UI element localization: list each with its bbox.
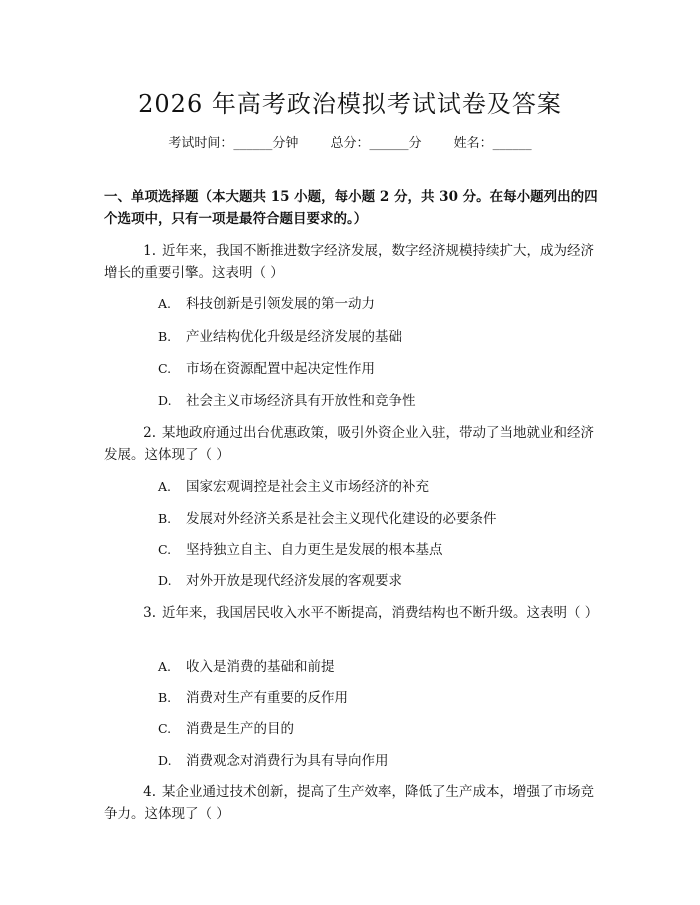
question-number: 4. [143, 784, 156, 800]
option-letter: A. [158, 296, 172, 311]
question-2-option-a [158, 476, 429, 498]
question-1-option-d [158, 390, 416, 412]
option-letter: A. [158, 659, 172, 674]
question-text: 某企业通过技术创新，提高了生产效率，降低了生产成本，增强了市场竞争力。这体现了（ ） [104, 784, 594, 822]
option-text: 科技创新是引领发展的第一动力 [186, 296, 375, 312]
question-number: 3. [143, 605, 156, 621]
option-letter: C. [158, 721, 172, 736]
question-2-option-d [158, 570, 402, 592]
question-number: 1. [143, 243, 156, 259]
option-letter: B. [158, 329, 172, 344]
question-3-option-b [158, 687, 348, 709]
section-heading: 一、单项选择题（本大题共 15 小题，每小题 2 分，共 30 分。在每小题列出的四个选项中，只有一项是最符合题目要求的。） [104, 189, 598, 227]
question-3-option-c [158, 718, 294, 740]
question-2-option-c [158, 539, 443, 561]
question-1-stem [104, 240, 604, 284]
option-letter: C. [158, 361, 172, 376]
option-text: 发展对外经济关系是社会主义现代化建设的必要条件 [186, 511, 497, 527]
option-text: 国家宏观调控是社会主义市场经济的补充 [186, 479, 429, 495]
option-text: 社会主义市场经济具有开放性和竞争性 [186, 393, 416, 409]
student-name-field: 姓名：______ [453, 136, 532, 151]
option-letter: D. [158, 393, 172, 408]
page-title: 2026 年高考政治模拟考试试卷及答案 [138, 90, 562, 118]
question-4-stem [104, 781, 604, 825]
question-1-option-c [158, 358, 375, 380]
option-text: 收入是消费的基础和前提 [186, 659, 335, 675]
question-1-option-a [158, 293, 375, 315]
option-text: 消费是生产的目的 [186, 721, 294, 737]
total-score-field: 总分：______分 [330, 136, 422, 151]
question-3-option-a [158, 656, 335, 678]
option-letter: B. [158, 690, 172, 705]
option-letter: A. [158, 479, 172, 494]
exam-meta [0, 132, 700, 151]
option-letter: B. [158, 511, 172, 526]
option-letter: D. [158, 573, 172, 588]
question-2-stem [104, 422, 604, 466]
question-1-option-b [158, 326, 402, 348]
question-2-option-b [158, 508, 497, 530]
question-text: 近年来，我国不断推进数字经济发展，数字经济规模持续扩大，成为经济增长的重要引擎。这表明（ ） [104, 243, 594, 281]
question-text: 某地政府通过出台优惠政策，吸引外资企业入驻，带动了当地就业和经济发展。这体现了（ ） [104, 425, 594, 463]
option-letter: D. [158, 753, 172, 768]
question-number: 2. [143, 425, 156, 441]
exam-time-field: 考试时间：______分钟 [168, 136, 299, 151]
option-text: 对外开放是现代经济发展的客观要求 [186, 573, 402, 589]
question-text: 近年来，我国居民收入水平不断提高，消费结构也不断升级。这表明（ ） [162, 605, 599, 621]
question-3-option-d [158, 750, 389, 772]
option-letter: C. [158, 542, 172, 557]
option-text: 消费观念对消费行为具有导向作用 [186, 753, 389, 769]
option-text: 产业结构优化升级是经济发展的基础 [186, 329, 402, 345]
question-3-stem [104, 602, 604, 624]
option-text: 消费对生产有重要的反作用 [186, 690, 348, 706]
option-text: 市场在资源配置中起决定性作用 [186, 361, 375, 377]
option-text: 坚持独立自主、自力更生是发展的根本基点 [186, 542, 443, 558]
